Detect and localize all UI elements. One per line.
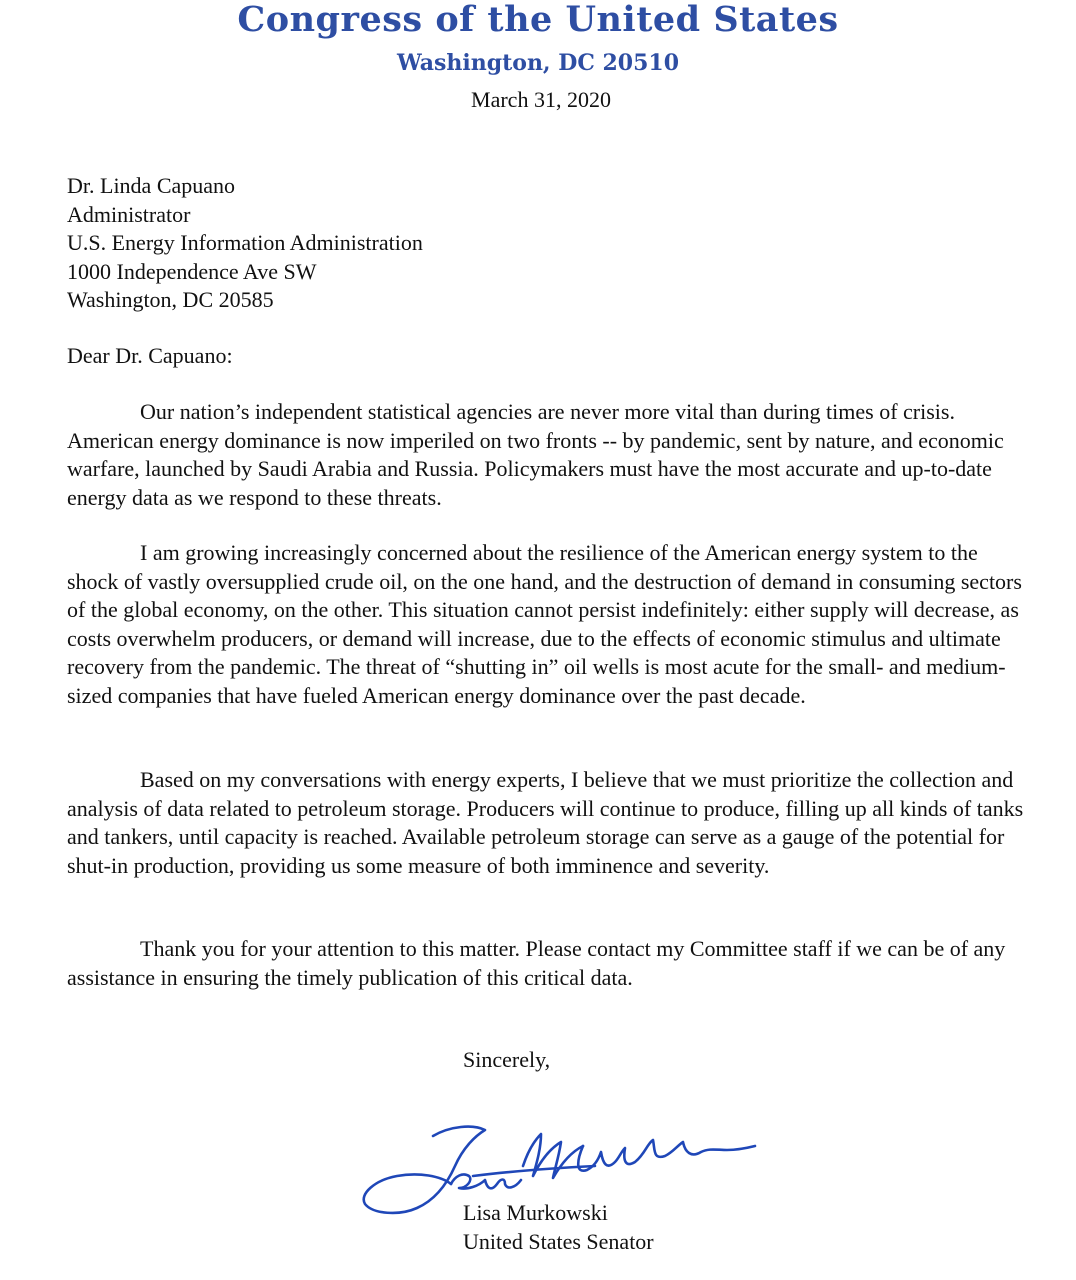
salutation: Dear Dr. Capuano: <box>67 343 233 368</box>
recipient-block <box>67 172 423 315</box>
closing: Sincerely, <box>463 1047 551 1072</box>
signer-title: United States Senator <box>463 1229 654 1254</box>
recipient-street: 1000 Independence Ave SW <box>67 258 317 284</box>
signer-block <box>463 1198 654 1256</box>
letter-date: March 31, 2020 <box>471 87 611 112</box>
body-paragraph-3: Based on my conversations with energy experts, I believe that we must prioritize the collection and analysis of data related to petroleum storage. Producers will continue to produce, filling up all kinds of tanks and tankers, until capacity is reached. Available petroleum storage can serve as a gauge of the potential for shut-in production, providing us some measure of both imminence and severity. <box>67 767 1024 878</box>
recipient-city: Washington, DC 20585 <box>67 287 274 312</box>
letterhead-title: Congress of the United States <box>237 0 839 40</box>
body-paragraph-2: I am growing increasingly concerned about the resilience of the American energy system to the shock of vastly oversupplied crude oil, on the one hand, and the destruction of demand in consuming sectors of the global economy, on the other. This situation cannot persist indefinitely: either supply will decrease, as costs overwhelm producers, or demand will increase, due to the effects of economic stimulus and ultimate recovery from the pandemic. The threat of “shutting in” oil wells is most acute for the small- and medium-sized companies that have fueled American energy dominance over the past decade. <box>67 540 1022 708</box>
recipient-name: Dr. Linda Capuano <box>67 173 236 198</box>
signer-name: Lisa Murkowski <box>463 1200 608 1225</box>
body-paragraph-4: Thank you for your attention to this matter. Please contact my Committee staff if we can be of any assistance in ensuring the timely publication of this critical data. <box>67 936 1006 990</box>
recipient-organization: U.S. Energy Information Administration <box>67 230 423 255</box>
body-paragraph-1: Our nation’s independent statistical agencies are never more vital than during times of crisis. American energy dominance is now imperiled on two fronts -- by pandemic, sent by nature, and economic warfare, launched by Saudi Arabia and Russia. Policymakers must have the most accurate and up-to-date energy data as we respond to these threats. <box>67 399 1004 510</box>
letterhead-address: Washington, DC 20510 <box>396 50 680 76</box>
recipient-title: Administrator <box>67 201 191 227</box>
